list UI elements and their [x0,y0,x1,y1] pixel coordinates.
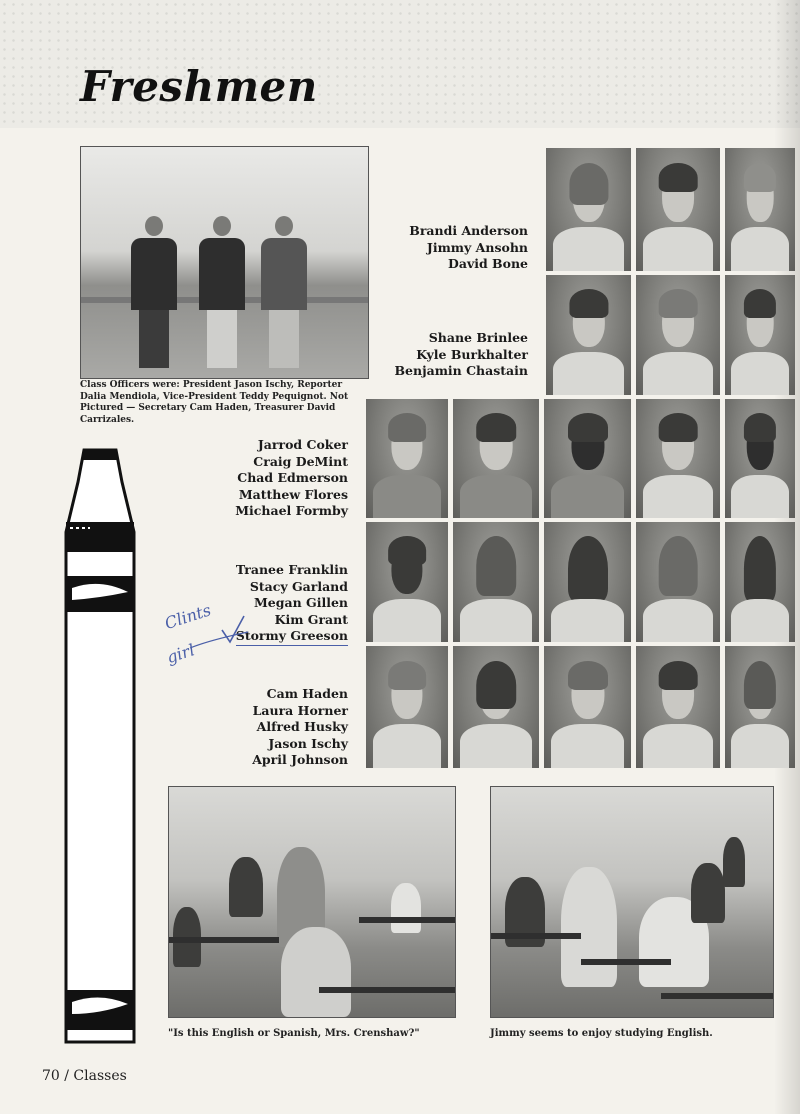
student-name: Cam Haden [266,686,348,701]
student-name: Jarrod Coker [257,437,348,452]
student-figure [229,857,263,917]
student-portrait [544,522,631,642]
student-portrait [636,399,720,518]
page-footer: 70 / Classes [42,1068,127,1084]
desk [581,959,671,965]
student-portrait [546,275,631,395]
check-mark-icon [160,608,255,704]
desk [169,937,279,943]
handwriting-line: girl [164,640,197,668]
handwritten-note [160,600,255,704]
desk [661,993,773,999]
student-portrait [546,148,631,271]
student-name: Michael Formby [235,503,348,518]
student-name: Megan Gillen [253,595,348,610]
student-figure [391,883,421,933]
student-portrait [725,399,795,518]
student-portrait [366,646,448,768]
officer-figure [199,216,245,368]
name-list-row-1 [409,223,528,273]
student-portrait [725,522,795,642]
student-figure [561,867,617,987]
student-name: Jason Ischy [268,735,348,751]
student-portrait [636,275,720,395]
name-list-row-5 [252,686,348,769]
student-name: Shane Brinlee [428,330,528,345]
classroom-photo-right [490,786,774,1018]
student-name: Jimmy Ansohn [426,239,528,255]
student-name: Tranee Franklin [235,562,348,577]
desk [359,917,455,923]
student-portrait [636,148,720,271]
student-name: Matthew Flores [238,486,348,502]
student-portrait [725,646,795,768]
student-name: Chad Edmerson [237,470,348,485]
crayon-graphic [60,442,140,1048]
name-list-row-3 [235,437,348,520]
student-portrait [636,522,720,642]
student-portrait [544,399,631,518]
classroom-photo-left [168,786,456,1018]
student-portrait [453,522,539,642]
student-figure [723,837,745,887]
desk [319,987,455,993]
student-name: Kyle Burkhalter [416,346,528,362]
student-name: April Johnson [252,752,348,767]
student-name: Brandi Anderson [409,223,528,238]
student-name: Alfred Husky [256,719,348,734]
right-photo-caption: Jimmy seems to enjoy studying English. [490,1028,713,1039]
student-name: Stacy Garland [249,578,348,594]
student-figure [281,927,351,1017]
student-name: Stormy Greeson [236,628,348,646]
student-portrait [453,399,539,518]
student-portrait [544,646,631,768]
handwriting-line: Clints [162,600,214,634]
student-portrait [366,522,448,642]
student-figure [691,863,725,923]
student-name: Benjamin Chastain [394,363,528,378]
student-portrait [453,646,539,768]
student-portrait [725,275,795,395]
student-portrait [636,646,720,768]
desk [491,933,581,939]
officer-figure [131,216,177,368]
page-title: Freshmen [80,62,318,111]
student-portrait [725,148,795,271]
student-portrait [366,399,448,518]
student-name: Craig DeMint [253,453,348,469]
student-name: Laura Horner [252,702,348,718]
left-photo-caption: "Is this English or Spanish, Mrs. Crenshaw?" [168,1028,420,1039]
officers-caption: Class Officers were: President Jason Ischy, Reporter Dalia Mendiola, Vice-President Teddy Pequignot. Not Pictured — Secretary Cam Haden, Treasurer David Carrizales. [80,380,349,425]
student-name: David Bone [448,256,528,271]
name-list-row-2 [394,330,528,380]
student-name: Kim Grant [274,611,348,627]
officer-figure [261,216,307,368]
class-officers-photo [80,146,369,379]
